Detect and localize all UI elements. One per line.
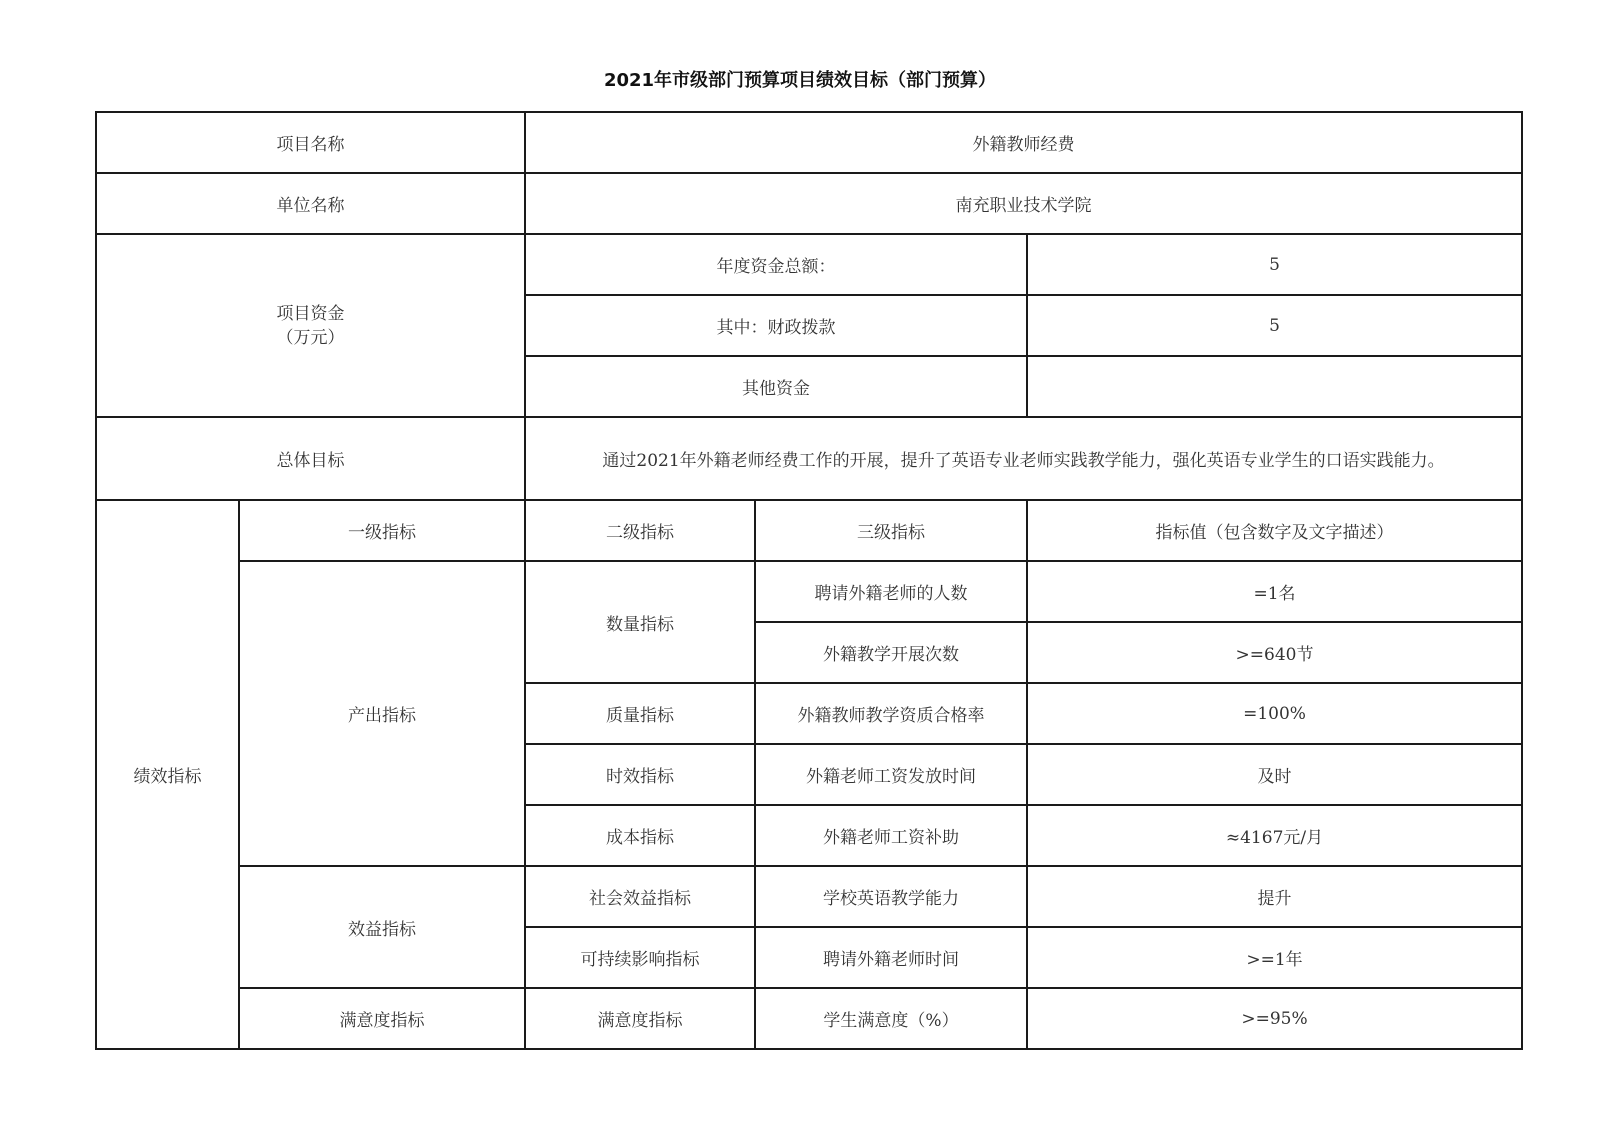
header-indicator-value: 指标值（包含数字及文字描述） (1027, 500, 1522, 561)
funds-label (96, 234, 525, 417)
project-name-value: 外籍教师经费 (525, 112, 1522, 173)
overall-goal-label: 总体目标 (96, 417, 525, 500)
unit-name-value: 南充职业技术学院 (525, 173, 1522, 234)
level2-quantity: 数量指标 (525, 561, 755, 683)
indicator-value: =100% (1027, 683, 1522, 744)
other-funds-label: 其他资金 (525, 356, 1027, 417)
document-title: 2021年市级部门预算项目绩效目标（部门预算） (603, 70, 997, 91)
group-benefit: 效益指标 (239, 866, 525, 988)
group-satisfaction: 满意度指标 (239, 988, 525, 1049)
fiscal-value: 5 (1027, 295, 1522, 356)
project-name-row (96, 112, 1522, 173)
annual-total-label: 年度资金总额： (525, 234, 1027, 295)
indicator-value: >=95% (1027, 988, 1522, 1049)
header-level2: 二级指标 (525, 500, 755, 561)
other-funds-value (1027, 356, 1522, 417)
unit-name-row (96, 173, 1522, 234)
indicator-row (96, 866, 1522, 927)
performance-target-table (95, 111, 1523, 1050)
indicator-value: 及时 (1027, 744, 1522, 805)
level2-satisfaction: 满意度指标 (525, 988, 755, 1049)
overall-goal-value: 通过2021年外籍老师经费工作的开展，提升了英语专业老师实践教学能力，强化英语专业学生的口语实践能力。 (525, 417, 1522, 500)
performance-section-label: 绩效指标 (96, 500, 239, 1049)
level2-social: 社会效益指标 (525, 866, 755, 927)
indicator-name: 外籍老师工资补助 (755, 805, 1027, 866)
indicator-value: ≈4167元/月 (1027, 805, 1522, 866)
indicator-value: =1名 (1027, 561, 1522, 622)
indicator-row (96, 561, 1522, 622)
level2-timeliness: 时效指标 (525, 744, 755, 805)
funds-total-row (96, 234, 1522, 295)
level2-quality: 质量指标 (525, 683, 755, 744)
project-name-label: 项目名称 (96, 112, 525, 173)
indicator-value: 提升 (1027, 866, 1522, 927)
group-output: 产出指标 (239, 561, 525, 866)
indicator-value: >=640节 (1027, 622, 1522, 683)
indicator-name: 外籍教学开展次数 (755, 622, 1027, 683)
level2-cost: 成本指标 (525, 805, 755, 866)
overall-goal-row (96, 417, 1522, 500)
indicator-name: 学校英语教学能力 (755, 866, 1027, 927)
indicator-header-row (96, 500, 1522, 561)
funds-label-line2: （万元） (276, 327, 345, 348)
funds-label-line1: 项目资金 (276, 303, 345, 324)
level2-sustainable: 可持续影响指标 (525, 927, 755, 988)
indicator-name: 聘请外籍老师的人数 (755, 561, 1027, 622)
unit-name-label: 单位名称 (96, 173, 525, 234)
annual-total-value: 5 (1027, 234, 1522, 295)
indicator-value: >=1年 (1027, 927, 1522, 988)
indicator-name: 外籍老师工资发放时间 (755, 744, 1027, 805)
header-level1: 一级指标 (239, 500, 525, 561)
indicator-name: 外籍教师教学资质合格率 (755, 683, 1027, 744)
header-level3: 三级指标 (755, 500, 1027, 561)
fiscal-label: 其中：财政拨款 (525, 295, 1027, 356)
indicator-name: 学生满意度（%） (755, 988, 1027, 1049)
indicator-name: 聘请外籍老师时间 (755, 927, 1027, 988)
indicator-row (96, 988, 1522, 1049)
